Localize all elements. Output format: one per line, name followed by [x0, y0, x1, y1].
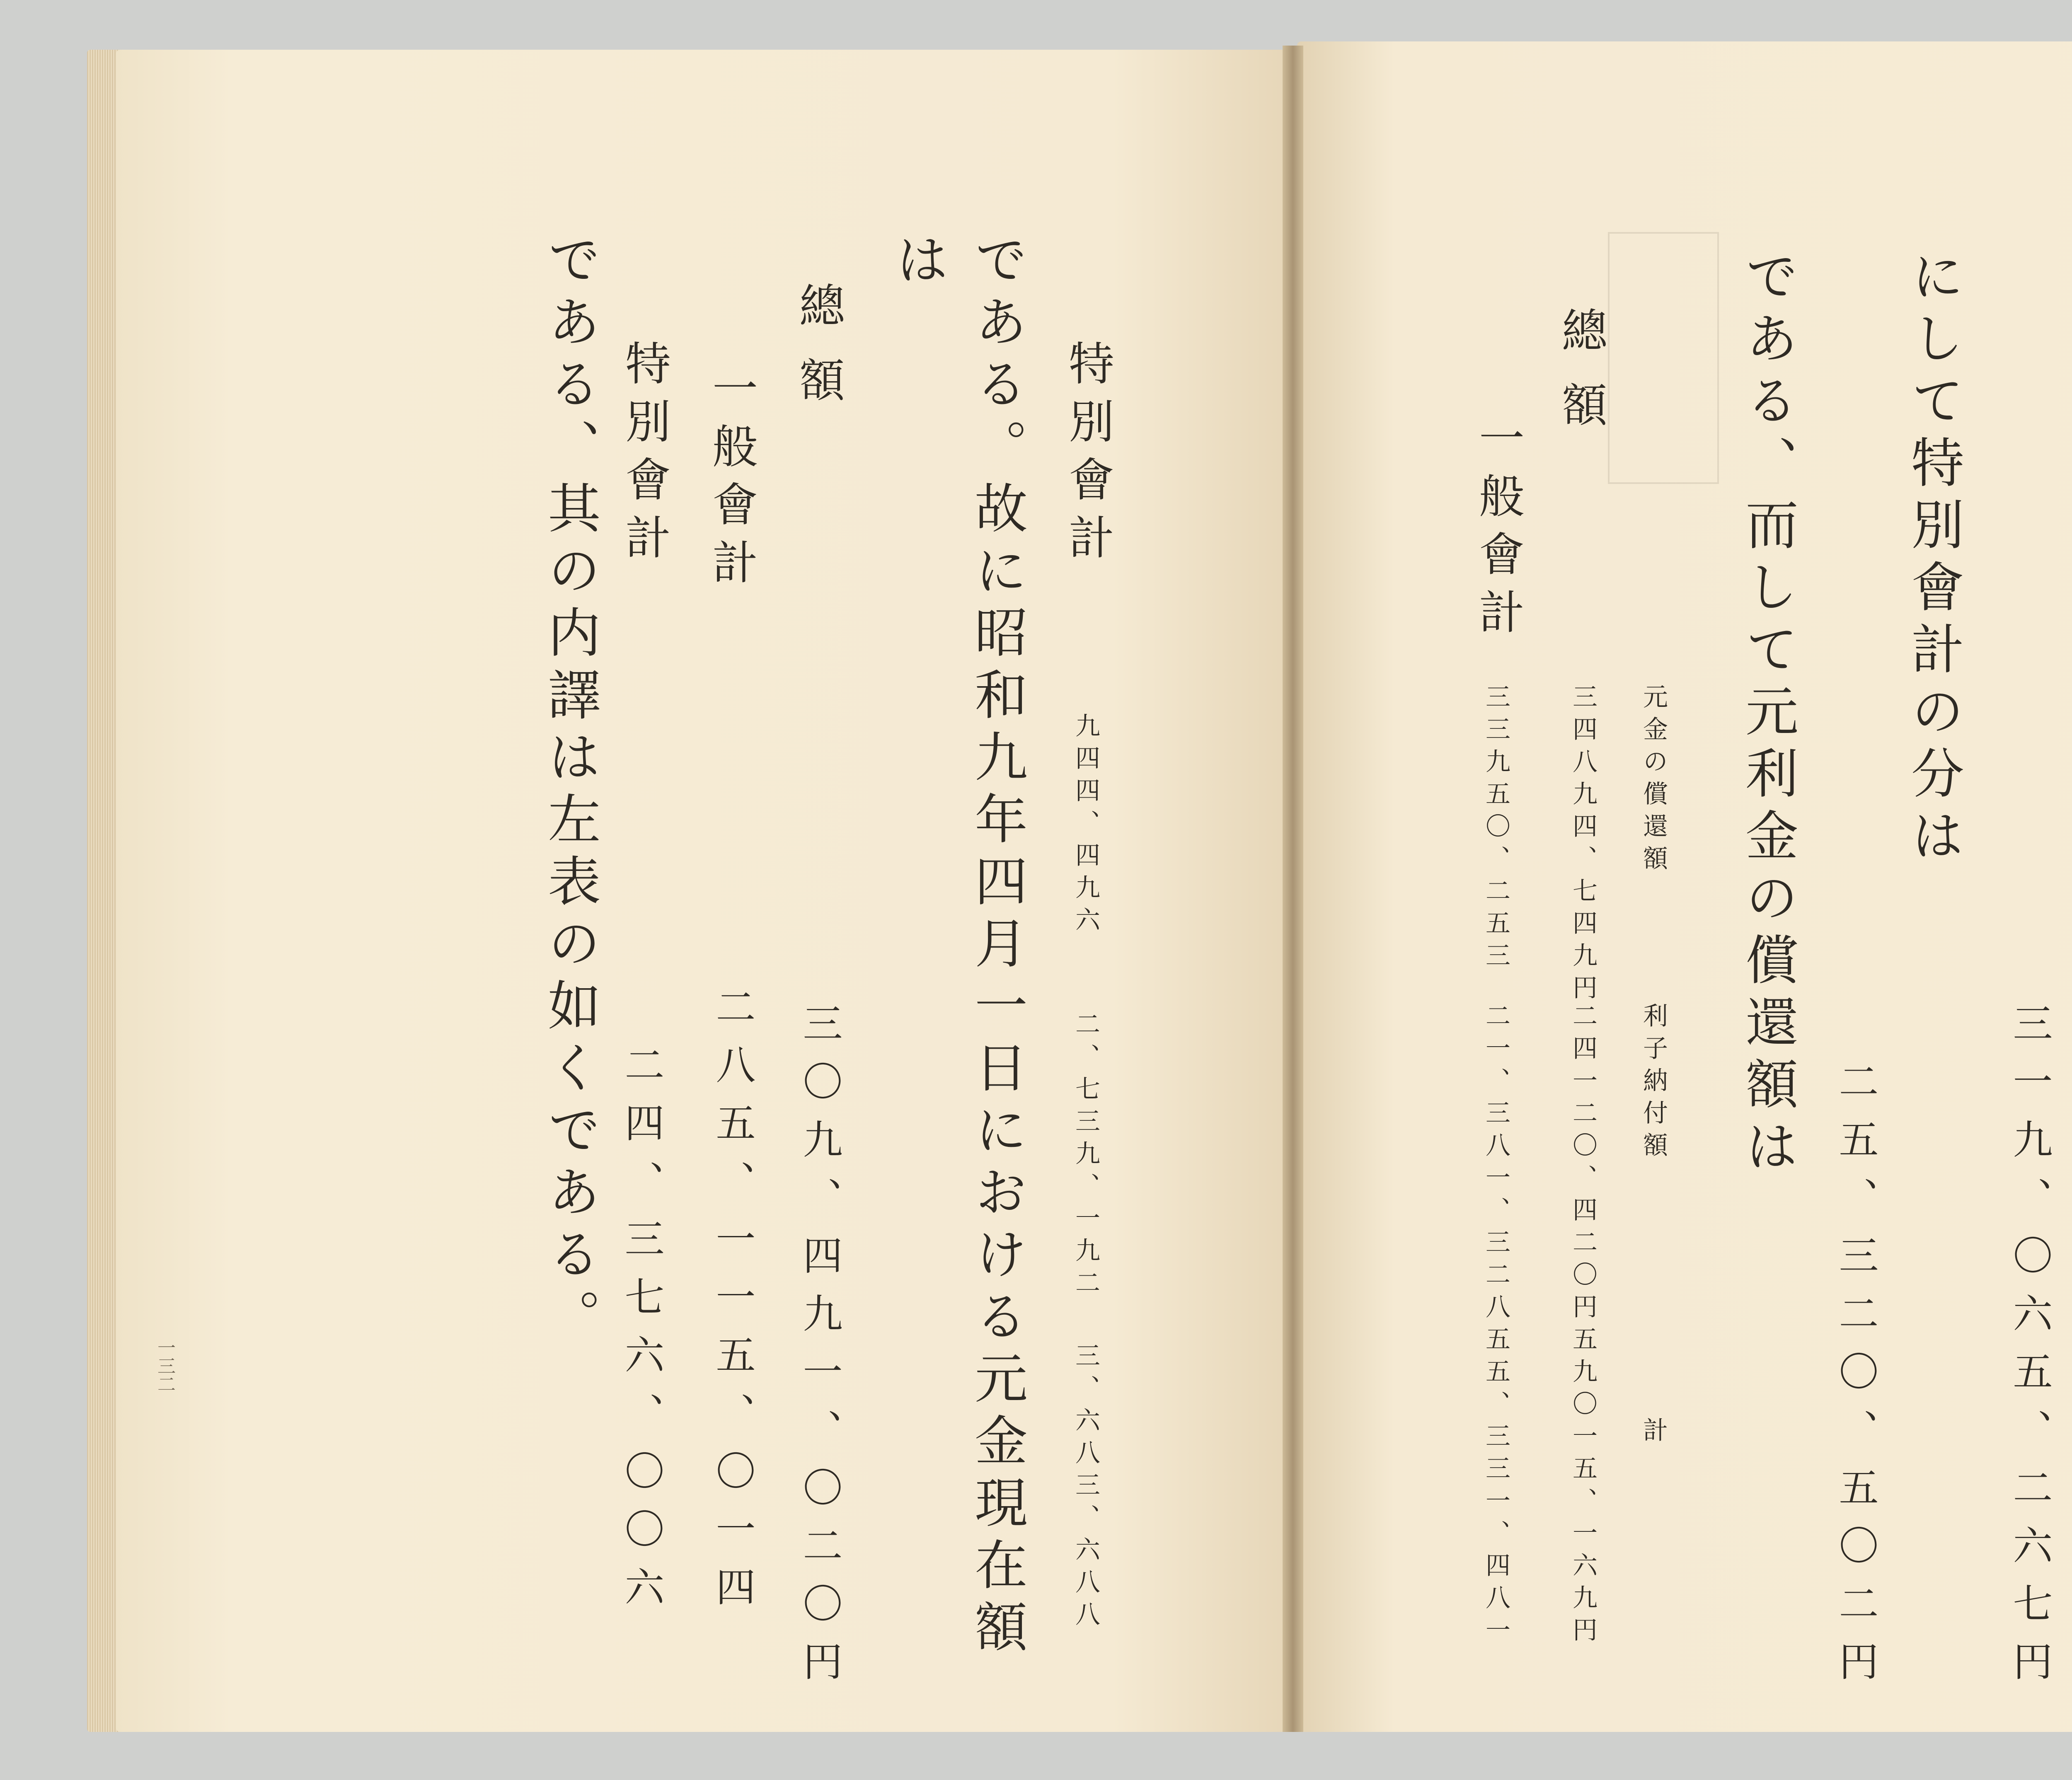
row-label-special: 特別會計 [1061, 340, 1114, 572]
text-line-3: にして特別會計の分は [1902, 249, 1964, 870]
table-cell: 九四四、四九六 [1071, 713, 1100, 939]
bleed-through-stamp [1608, 232, 1719, 484]
left-amount-special: 二四、三七六、〇〇六 [618, 1044, 665, 1624]
left-label-total: 總額 [792, 282, 845, 431]
table-cell: 五五、三三一、四八一 [1481, 1326, 1510, 1649]
table-cell: 二、七三九、一九二 [1071, 1011, 1100, 1302]
left-text-line-1: である。故に昭和九年四月一日における元金現在額 [966, 232, 1027, 1661]
table-cell: 二四一二〇、四二〇円 [1569, 1003, 1598, 1326]
table-cell: 二一、三八一、三二八 [1481, 1003, 1510, 1326]
page-number-left: 一三二 [154, 1338, 175, 1393]
left-amount-total: 三〇九、四九一、〇二〇円 [796, 1003, 843, 1699]
left-label-general: 一般會計 [705, 365, 758, 597]
table-cell: 三四八九四、七四九円 [1569, 684, 1598, 1007]
table-header-principal: 元金の償還額 [1639, 684, 1668, 878]
table-cell: 三、六八三、六八八 [1071, 1342, 1100, 1633]
row-label-general: 一般會計 [1472, 414, 1525, 646]
row-label-total: 總額 [1554, 307, 1607, 456]
book-gutter [1283, 46, 1303, 1732]
amount-line-3: 二五、三二〇、五〇二円 [1832, 1061, 1879, 1699]
left-text-line-3: である、其の内譯は左表の如くである。 [539, 232, 600, 1351]
table-cell: 三三九五〇、二五三 [1481, 684, 1510, 975]
left-page [116, 50, 1289, 1732]
table-header-interest: 利子納付額 [1639, 1003, 1668, 1164]
table-cell: 五九〇一五、一六九円 [1569, 1326, 1598, 1649]
left-text-line-2: は [887, 232, 949, 294]
amount-line-2: 三一九、〇六五、二六七円 [2007, 1003, 2053, 1699]
left-label-special: 特別會計 [618, 340, 671, 572]
left-amount-general: 二八五、一一五、〇一四 [709, 986, 756, 1624]
table-header-total: 計 [1639, 1417, 1668, 1449]
text-line-4: である、而して元利金の償還額は [1736, 249, 1798, 1181]
